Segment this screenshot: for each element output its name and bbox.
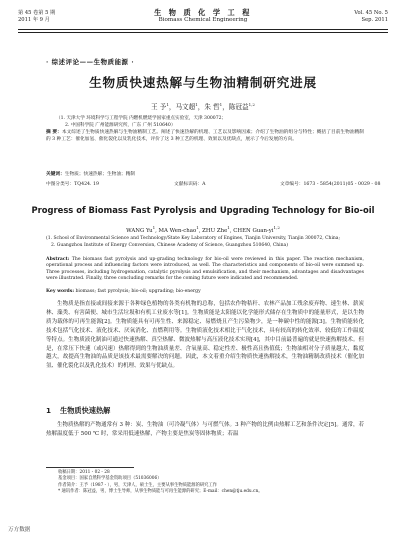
header-rule [18, 29, 388, 30]
footnote-received: 收稿日期：2011 - 02 - 28 [58, 470, 110, 475]
document-code: 文献标识码：A [174, 182, 206, 187]
section-heading: 1 生物质快速热解 [46, 406, 111, 415]
footnote-rule [46, 467, 134, 468]
section-paragraph: 生物质热解的产物通常有 3 种：炭、生物油（可冷凝气体）与可燃气体。3 种产物的比例由热解工艺和条件决定[5]。通常，若热解温度低于 500 ℃ 时，常采用低速热解，产物主要是焦炭等固体物质；若温 [46, 422, 364, 437]
article-title-cn: 生物质快速热解与生物油精制研究进展 [89, 75, 317, 90]
header-rule-thin [18, 32, 388, 33]
intro-paragraph: 生物质是指直接或间接来源于各种绿色植物的各类有机物的总称，包括农作物秸秆、农林产品加工残余废弃物、速生林、薪炭林、藻类、有害菌便、城市生活垃圾和有机工业废水等[1]。生物质能是太阳能以化学能形式储存在生物质中的能量形式，是以生物质为载体的可再生能源[2]。生物质能具有可再生性、来源稳定、易燃烧且产生污染物少，是一种碳中性的能源[3]。生物质能转化技术包括气化技术、液化技术、厌氧消化、直燃利用等。生物质液化技术相比于气化技术，具有较高的转化效率、较低的工作温度等特点。生物质液化制油可通过快速热解、真空热解、微波热解与高压液化技术实现[4]，其中目前最普遍的就是快速热解技术。但是，在常压下快速（或闪速）热解得到的生物油质量差、含氧量高、稳定性差、极性高且热值低；生物油相对分子质量越大，黏度越大，故提高生物油的品质是该技术最需要解决的问题。因此，本文着重介绍生物质快速热解技术，生物油精制改质技术（催化加氢、催化裂化以及乳化技术）的机理、效果与优缺点。 [46, 301, 364, 370]
clc-number: 中图分类号：TQ424. 19 [46, 182, 99, 187]
footnote-funding: 基金项目：国家自然科学基金资助项目（51036006） [58, 476, 162, 482]
journal-name: 生 物 质 化 学 工 程 Biomass Chemical Engineering [154, 8, 252, 23]
affiliations-en: (1. School of Environmental Science and Technology/State Key Laboratory of Engines, Tianjin University, Tianjin 300072, China; 2. Guangzhou Institute of Energy Conversion, Chinese Academy of Science, Guangzhou 510640, China) [46, 236, 340, 248]
keywords-cn: 关键词：生物质；快速热解；生物油；精制 [46, 172, 136, 177]
volume-info: Vol. 45 No. 5 Sep. 2011 [354, 10, 388, 23]
footnote-corresponding: * 通讯作者：陈冠益，男，博士生导师，从事生物质能与可再生能源的研究；E-mail：chen@tju.edu.cn。 [58, 489, 263, 495]
keywords-en: Key words: biomass; fast pyrolysis; bio-oil; upgrading; bio-energy [46, 289, 201, 294]
abstract-cn: 摘 要：本文综述了生物质快速热解与生物油精制工艺。阐述了快速热解的机理、工艺以及影响因素；介绍了生物油的组分与特性；概括了目前生物油精制的 3 种工艺：催化加氢、催化裂化以及乳化技术，评价了这 3 种工艺的机理、效果以及优缺点，展示了今后发展的方向。 [46, 130, 364, 142]
footnote-author: 作者简介：王予（1987 - ），男，天津人，硕士生，主要从事生物质能源的研究工作 [58, 482, 218, 488]
article-title-en: Progress of Biomass Fast Pyrolysis and Upgrading Technology for Bio-oil [31, 205, 375, 215]
authors-en: WANG Yu$^1$, MA Wen-chao$^1$, ZHU Zhe$^1$, CHEN Guan-yi$^{1,2}$ [126, 225, 280, 234]
column-tag: · 综述评论——生物质能源 · [46, 58, 135, 66]
authors-cn: 王 予$^1$，马文超$^1$，朱 哲$^1$，陈冠益$^{1,2}$ [151, 101, 255, 111]
abstract-en: Abstract: The biomass fast pyrolysis and up-grading technology for bio-oil were reviewed in this paper. The reaction mechanism, operational process and influencing factors were introduced, as well. The characteristics and components of bio-oil were summed up. Three processes, including hydrogenation, catalytic pyrolysis and emulsification, and their mechanism, advantages and disadvantages were illustrated. Finally, three concluding remarks for the coming future were indicated and recommended. [46, 257, 364, 282]
watermark: 万方数据 [8, 527, 31, 533]
footnotes [58, 470, 364, 496]
running-header [18, 10, 388, 30]
article-number: 文章编号：1673 - 5854(2011)05 - 0029 - 08 [280, 182, 381, 187]
issue-info: 第 45 卷第 5 期 2011 年 9 月 [18, 10, 56, 23]
affiliations-cn: （1. 天津大学 环境科学与工程学院 内燃机燃烧学国家重点实验室，天津 300072； 2. 中国科学院 广州能源研究所，广东 广州 510640） [56, 116, 227, 128]
